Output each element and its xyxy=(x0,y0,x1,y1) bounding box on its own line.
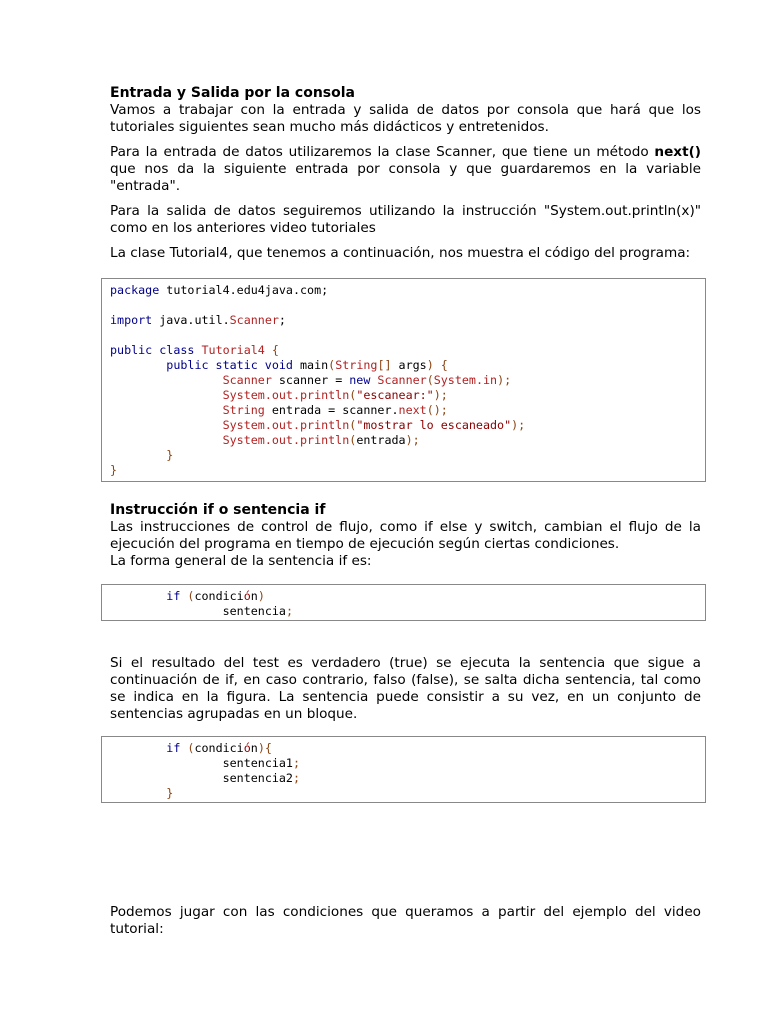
code-brace: } xyxy=(166,786,174,800)
code-system: System.out.println xyxy=(222,388,350,402)
code-paren: ( xyxy=(180,589,195,603)
code-keyword: if xyxy=(166,741,181,755)
code-method: next xyxy=(398,403,427,417)
code-accent: ó xyxy=(243,741,251,755)
code-text: sentencia2 xyxy=(222,771,293,785)
code-paren: (); xyxy=(426,403,448,417)
code-indent xyxy=(110,448,166,462)
code-brace: } xyxy=(166,448,174,462)
code-keyword: import xyxy=(110,313,153,327)
code-paren: ( xyxy=(349,388,357,402)
code-system: System.in xyxy=(433,373,498,387)
code-indent xyxy=(110,418,223,432)
code-text: entrada xyxy=(356,433,406,447)
code-brace: { xyxy=(264,343,279,357)
code-text: ; xyxy=(278,313,286,327)
code-keyword: if xyxy=(166,589,181,603)
section-entrada-salida xyxy=(110,85,701,262)
code-text: n xyxy=(250,589,258,603)
code-type: Tutorial4 xyxy=(194,343,265,357)
section-title: Instrucción if o sentencia if xyxy=(110,502,326,518)
paragraph: La clase Tutorial4, que tenemos a continuación, nos muestra el código del programa: xyxy=(110,245,691,261)
method-name: next() xyxy=(654,144,701,160)
code-keyword: new xyxy=(349,373,371,387)
section-if xyxy=(110,502,701,570)
code-paren: ) { xyxy=(426,358,448,372)
section-title: Entrada y Salida por la consola xyxy=(110,85,356,101)
section-if-explanation xyxy=(110,655,701,723)
code-indent xyxy=(110,373,223,387)
code-indent xyxy=(110,403,223,417)
code-type: Scanner xyxy=(370,373,427,387)
code-paren: ); xyxy=(405,433,420,447)
code-indent xyxy=(110,358,166,372)
code-text: condici xyxy=(194,741,244,755)
paragraph: La forma general de la sentencia if es: xyxy=(110,553,372,569)
code-indent xyxy=(110,741,166,755)
code-indent xyxy=(110,771,223,785)
code-paren: ) xyxy=(257,589,265,603)
code-keyword: public class xyxy=(110,343,195,357)
code-keyword: public static void xyxy=(166,358,293,372)
code-brace: } xyxy=(110,463,118,477)
code-paren: ); xyxy=(433,388,448,402)
code-block-if-simple xyxy=(101,584,706,621)
code-paren: ( xyxy=(426,373,434,387)
paragraph: Para la salida de datos seguiremos utilizando la instrucción "System.out.println(x)" como en los anteriores video tutoriales xyxy=(110,203,701,236)
code-keyword: package xyxy=(110,283,160,297)
paragraph-text: Para la entrada de datos utilizaremos la clase Scanner, que tiene un método xyxy=(110,144,655,160)
code-type: String xyxy=(222,403,265,417)
code-indent xyxy=(110,756,223,770)
code-text: n xyxy=(250,741,258,755)
code-system: System.out.println xyxy=(222,418,350,432)
code-type: Scanner xyxy=(222,373,272,387)
paragraph-text: que nos da la siguiente entrada por consola y que guardaremos en la variable "entrada". xyxy=(110,161,701,194)
code-paren: ( xyxy=(349,418,357,432)
code-string: "mostrar lo escaneado" xyxy=(356,418,512,432)
code-indent xyxy=(110,388,223,402)
code-brackets: [] xyxy=(377,358,392,372)
code-text: java.util. xyxy=(152,313,230,327)
code-text: sentencia xyxy=(222,604,286,618)
code-text: args xyxy=(391,358,427,372)
code-semicolon: ; xyxy=(285,604,293,618)
code-text: tutorial4.edu4java.com; xyxy=(159,283,329,297)
code-type: String xyxy=(335,358,378,372)
code-text: entrada = scanner. xyxy=(264,403,399,417)
code-indent xyxy=(110,786,166,800)
paragraph xyxy=(110,144,701,195)
code-string: "escanear:" xyxy=(356,388,434,402)
code-system: System.out.println xyxy=(222,433,350,447)
code-paren: ( xyxy=(349,433,357,447)
code-paren: ( xyxy=(180,741,195,755)
code-text: scanner = xyxy=(271,373,350,387)
paragraph: Podemos jugar con las condiciones que queramos a partir del ejemplo del video tutorial: xyxy=(110,904,701,937)
code-paren: ( xyxy=(328,358,336,372)
section-conditions xyxy=(110,904,701,938)
code-type: Scanner xyxy=(229,313,279,327)
paragraph: Si el resultado del test es verdadero (true) se ejecuta la sentencia que sigue a continuación de if, en caso contrario, falso (false), se salta dicha sentencia, tal como se indica en la figura. La sentencia puede consistir a su vez, en un conjunto de sentencias agrupadas en un bloque. xyxy=(110,655,701,722)
code-indent xyxy=(110,589,166,603)
code-block-if-block xyxy=(101,736,706,803)
code-text: main xyxy=(292,358,329,372)
code-paren: ); xyxy=(497,373,512,387)
code-indent xyxy=(110,604,223,618)
code-paren: ); xyxy=(511,418,526,432)
code-indent xyxy=(110,433,223,447)
code-text: sentencia1 xyxy=(222,756,293,770)
paragraph: Las instrucciones de control de flujo, como if else y switch, cambian el flujo de la ejecución del programa en tiempo de ejecución según ciertas condiciones. xyxy=(110,519,701,552)
code-accent: ó xyxy=(243,589,251,603)
code-paren: ){ xyxy=(257,741,272,755)
code-text: condici xyxy=(194,589,244,603)
code-semicolon: ; xyxy=(292,756,301,770)
paragraph: Vamos a trabajar con la entrada y salida de datos por consola que hará que los tutoriales siguientes sean mucho más didácticos y entretenidos. xyxy=(110,102,701,135)
code-block-tutorial4 xyxy=(101,278,706,482)
code-semicolon: ; xyxy=(292,771,301,785)
